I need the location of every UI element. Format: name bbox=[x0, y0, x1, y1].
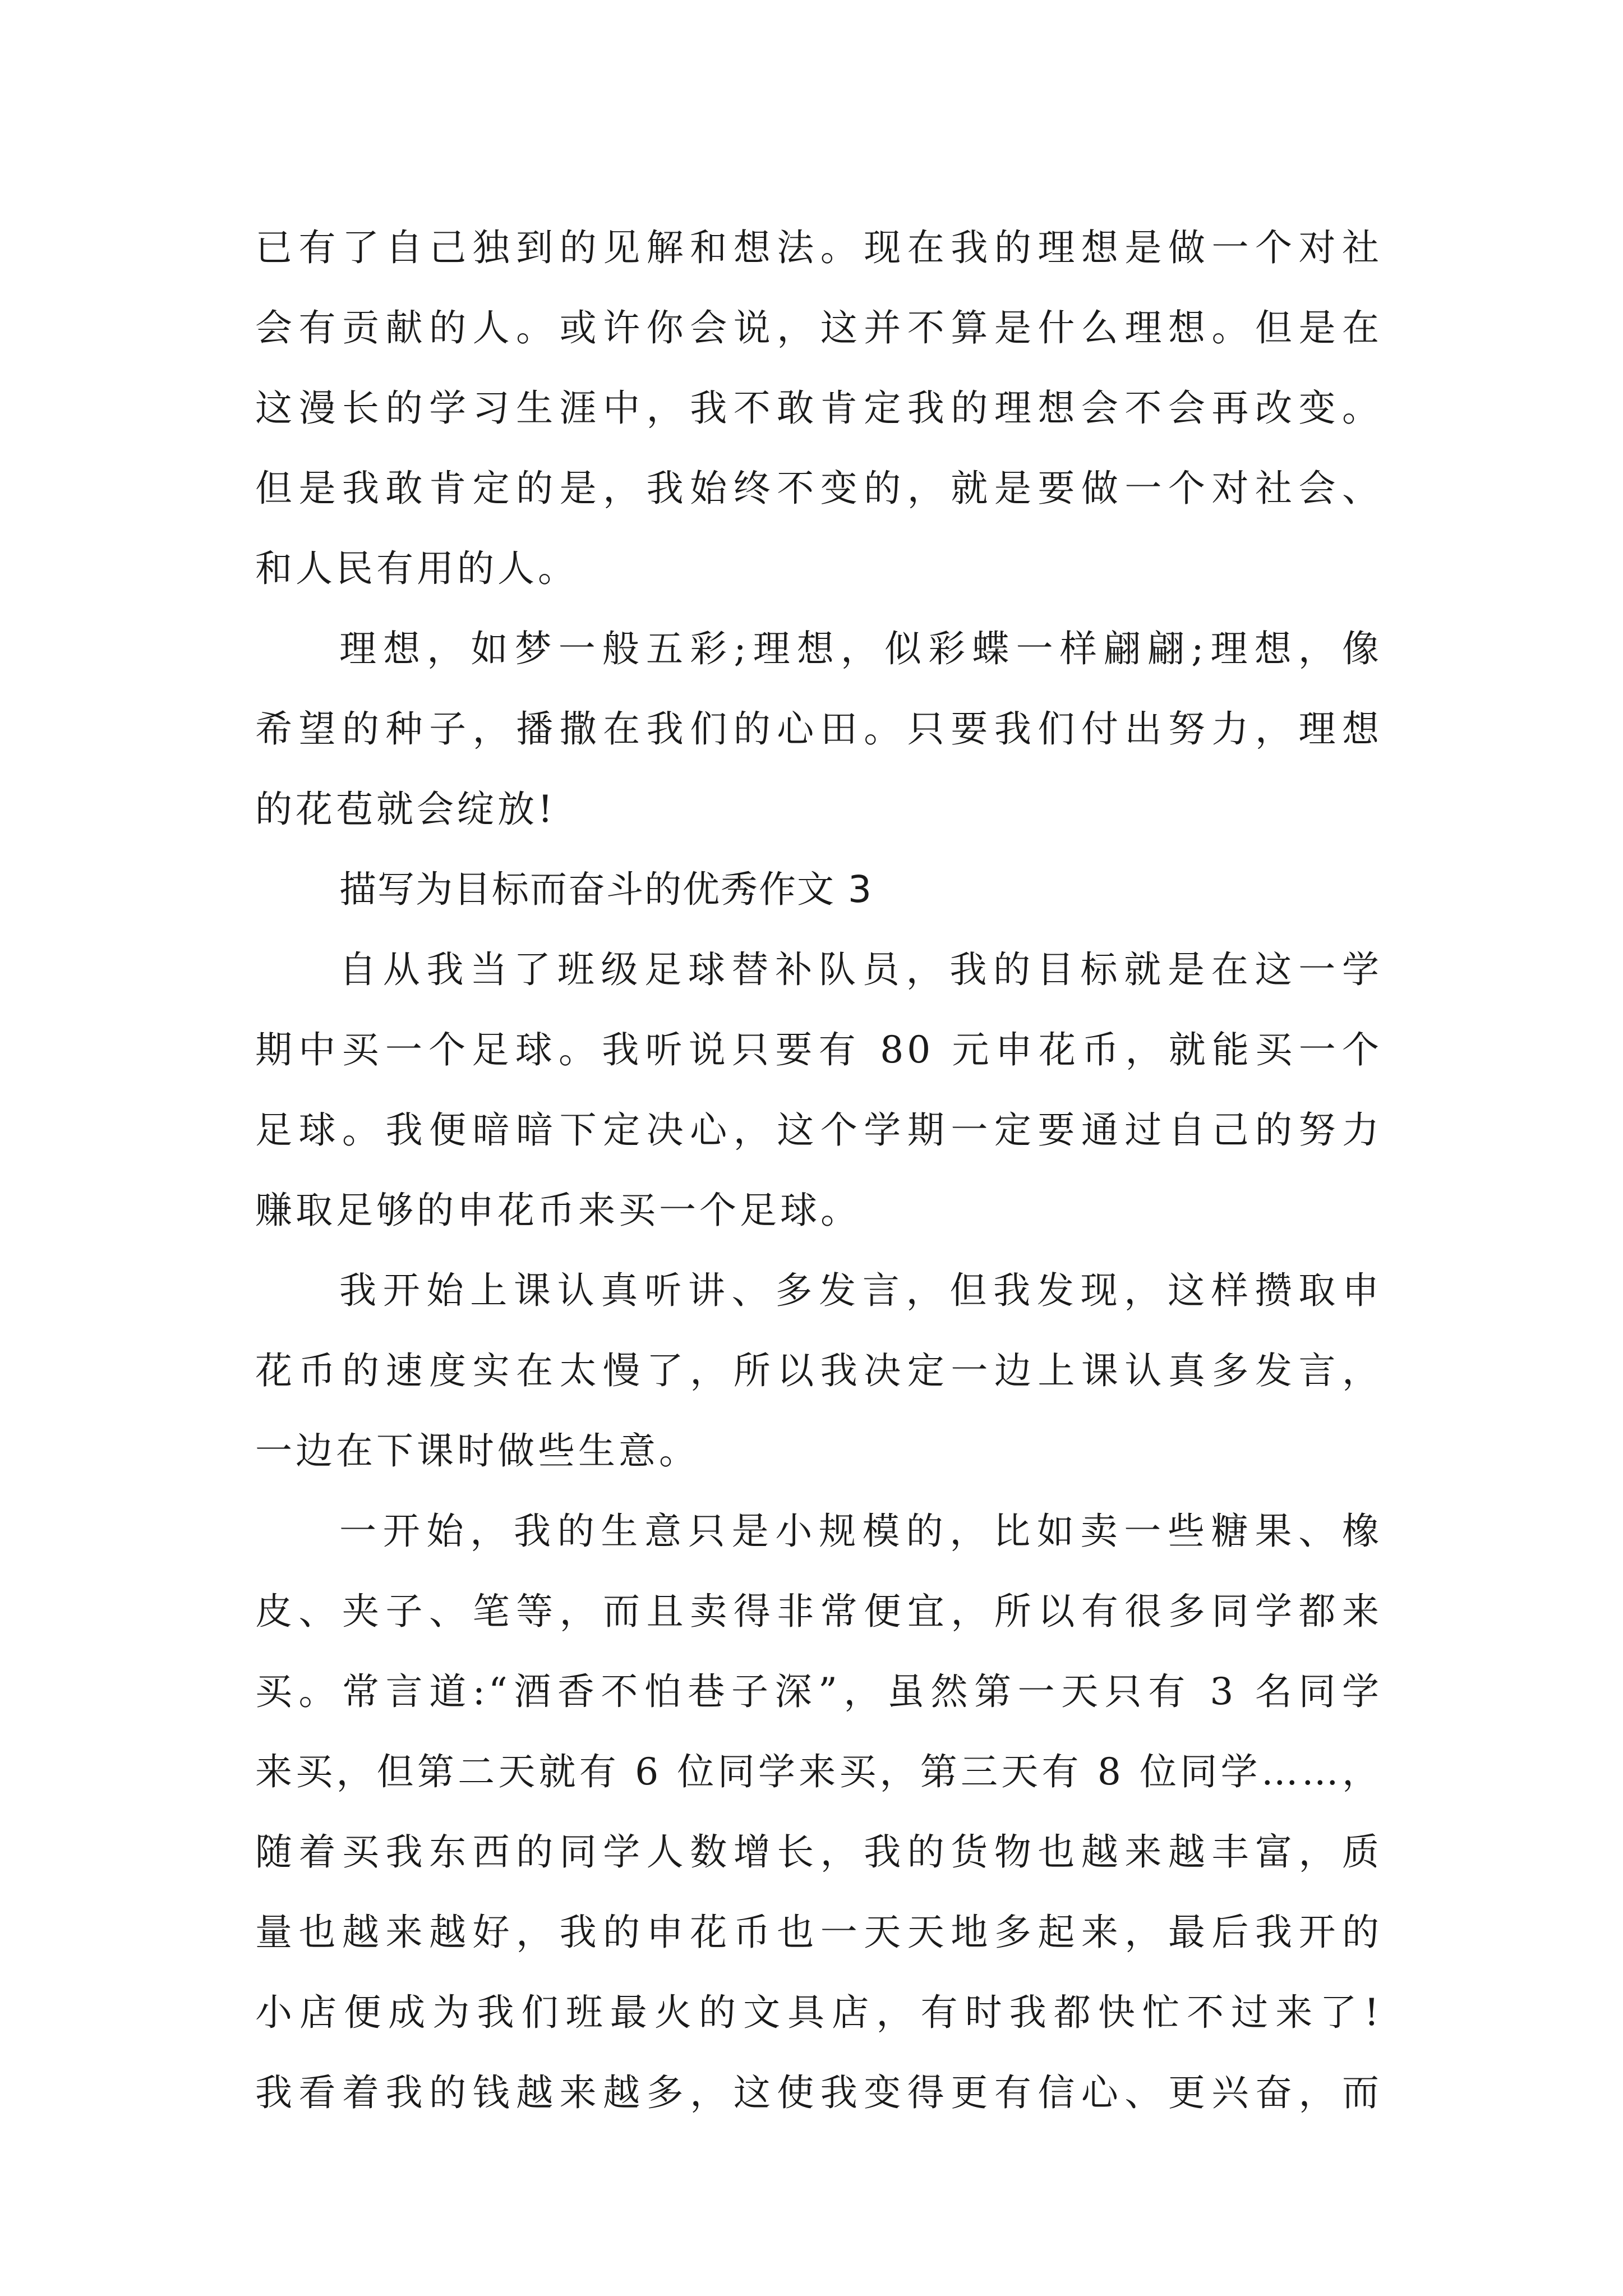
text-line: 来买，但第二天就有 6 位同学来买，第三天有 8 位同学……， bbox=[255, 1750, 1382, 1793]
paragraph-4 bbox=[255, 1250, 1382, 1491]
section-heading bbox=[255, 849, 1382, 930]
text-line: 的花苞就会绽放! bbox=[255, 788, 556, 831]
heading-text: 描写为目标而奋斗的优秀作文 3 bbox=[339, 868, 873, 911]
text-line: 我看着我的钱越来越多，这使我变得更有信心、更兴奋，而 bbox=[255, 2071, 1382, 2114]
paragraph-3 bbox=[255, 930, 1382, 1250]
text-line: 赚取足够的申花币来买一个足球。 bbox=[255, 1189, 861, 1232]
text-line: 足球。我便暗暗下定决心，这个学期一定要通过自己的努力 bbox=[255, 1108, 1382, 1152]
text-line: 买。常言道:“酒香不怕巷子深”，虽然第一天只有 3 名同学 bbox=[255, 1670, 1382, 1713]
paragraph-2 bbox=[255, 609, 1382, 849]
text-line: 随着买我东西的同学人数增长，我的货物也越来越丰富，质 bbox=[255, 1830, 1382, 1874]
text-line: 理想，如梦一般五彩;理想，似彩蝶一样翩翩;理想，像 bbox=[339, 627, 1382, 670]
paragraph-5 bbox=[255, 1491, 1382, 2133]
text-line: 自从我当了班级足球替补队员，我的目标就是在这一学 bbox=[339, 948, 1382, 991]
text-line: 一边在下课时做些生意。 bbox=[255, 1429, 699, 1473]
text-line: 和人民有用的人。 bbox=[255, 547, 578, 590]
text-line: 期中买一个足球。我听说只要有 80 元申花币，就能买一个 bbox=[255, 1028, 1382, 1071]
text-line: 会有贡献的人。或许你会说，这并不算是什么理想。但是在 bbox=[255, 306, 1382, 349]
text-line: 这漫长的学习生涯中，我不敢肯定我的理想会不会再改变。 bbox=[255, 386, 1382, 430]
text-line: 小店便成为我们班最火的文具店，有时我都快忙不过来了! bbox=[255, 1991, 1382, 2034]
text-line: 花币的速度实在太慢了，所以我决定一边上课认真多发言， bbox=[255, 1349, 1382, 1392]
text-line: 量也越来越好，我的申花币也一天天地多起来，最后我开的 bbox=[255, 1911, 1382, 1954]
text-line: 皮、夹子、笔等，而且卖得非常便宜，所以有很多同学都来 bbox=[255, 1590, 1382, 1633]
text-line: 希望的种子，播撒在我们的心田。只要我们付出努力，理想 bbox=[255, 707, 1382, 751]
text-line: 已有了自己独到的见解和想法。现在我的理想是做一个对社 bbox=[255, 226, 1382, 269]
text-line: 但是我敢肯定的是，我始终不变的，就是要做一个对社会、 bbox=[255, 467, 1382, 510]
text-line: 我开始上课认真听讲、多发言，但我发现，这样攒取申 bbox=[339, 1269, 1382, 1312]
text-line: 一开始，我的生意只是小规模的，比如卖一些糖果、橡 bbox=[339, 1510, 1382, 1553]
paragraph-1 bbox=[255, 208, 1382, 609]
document-body bbox=[255, 208, 1382, 2133]
